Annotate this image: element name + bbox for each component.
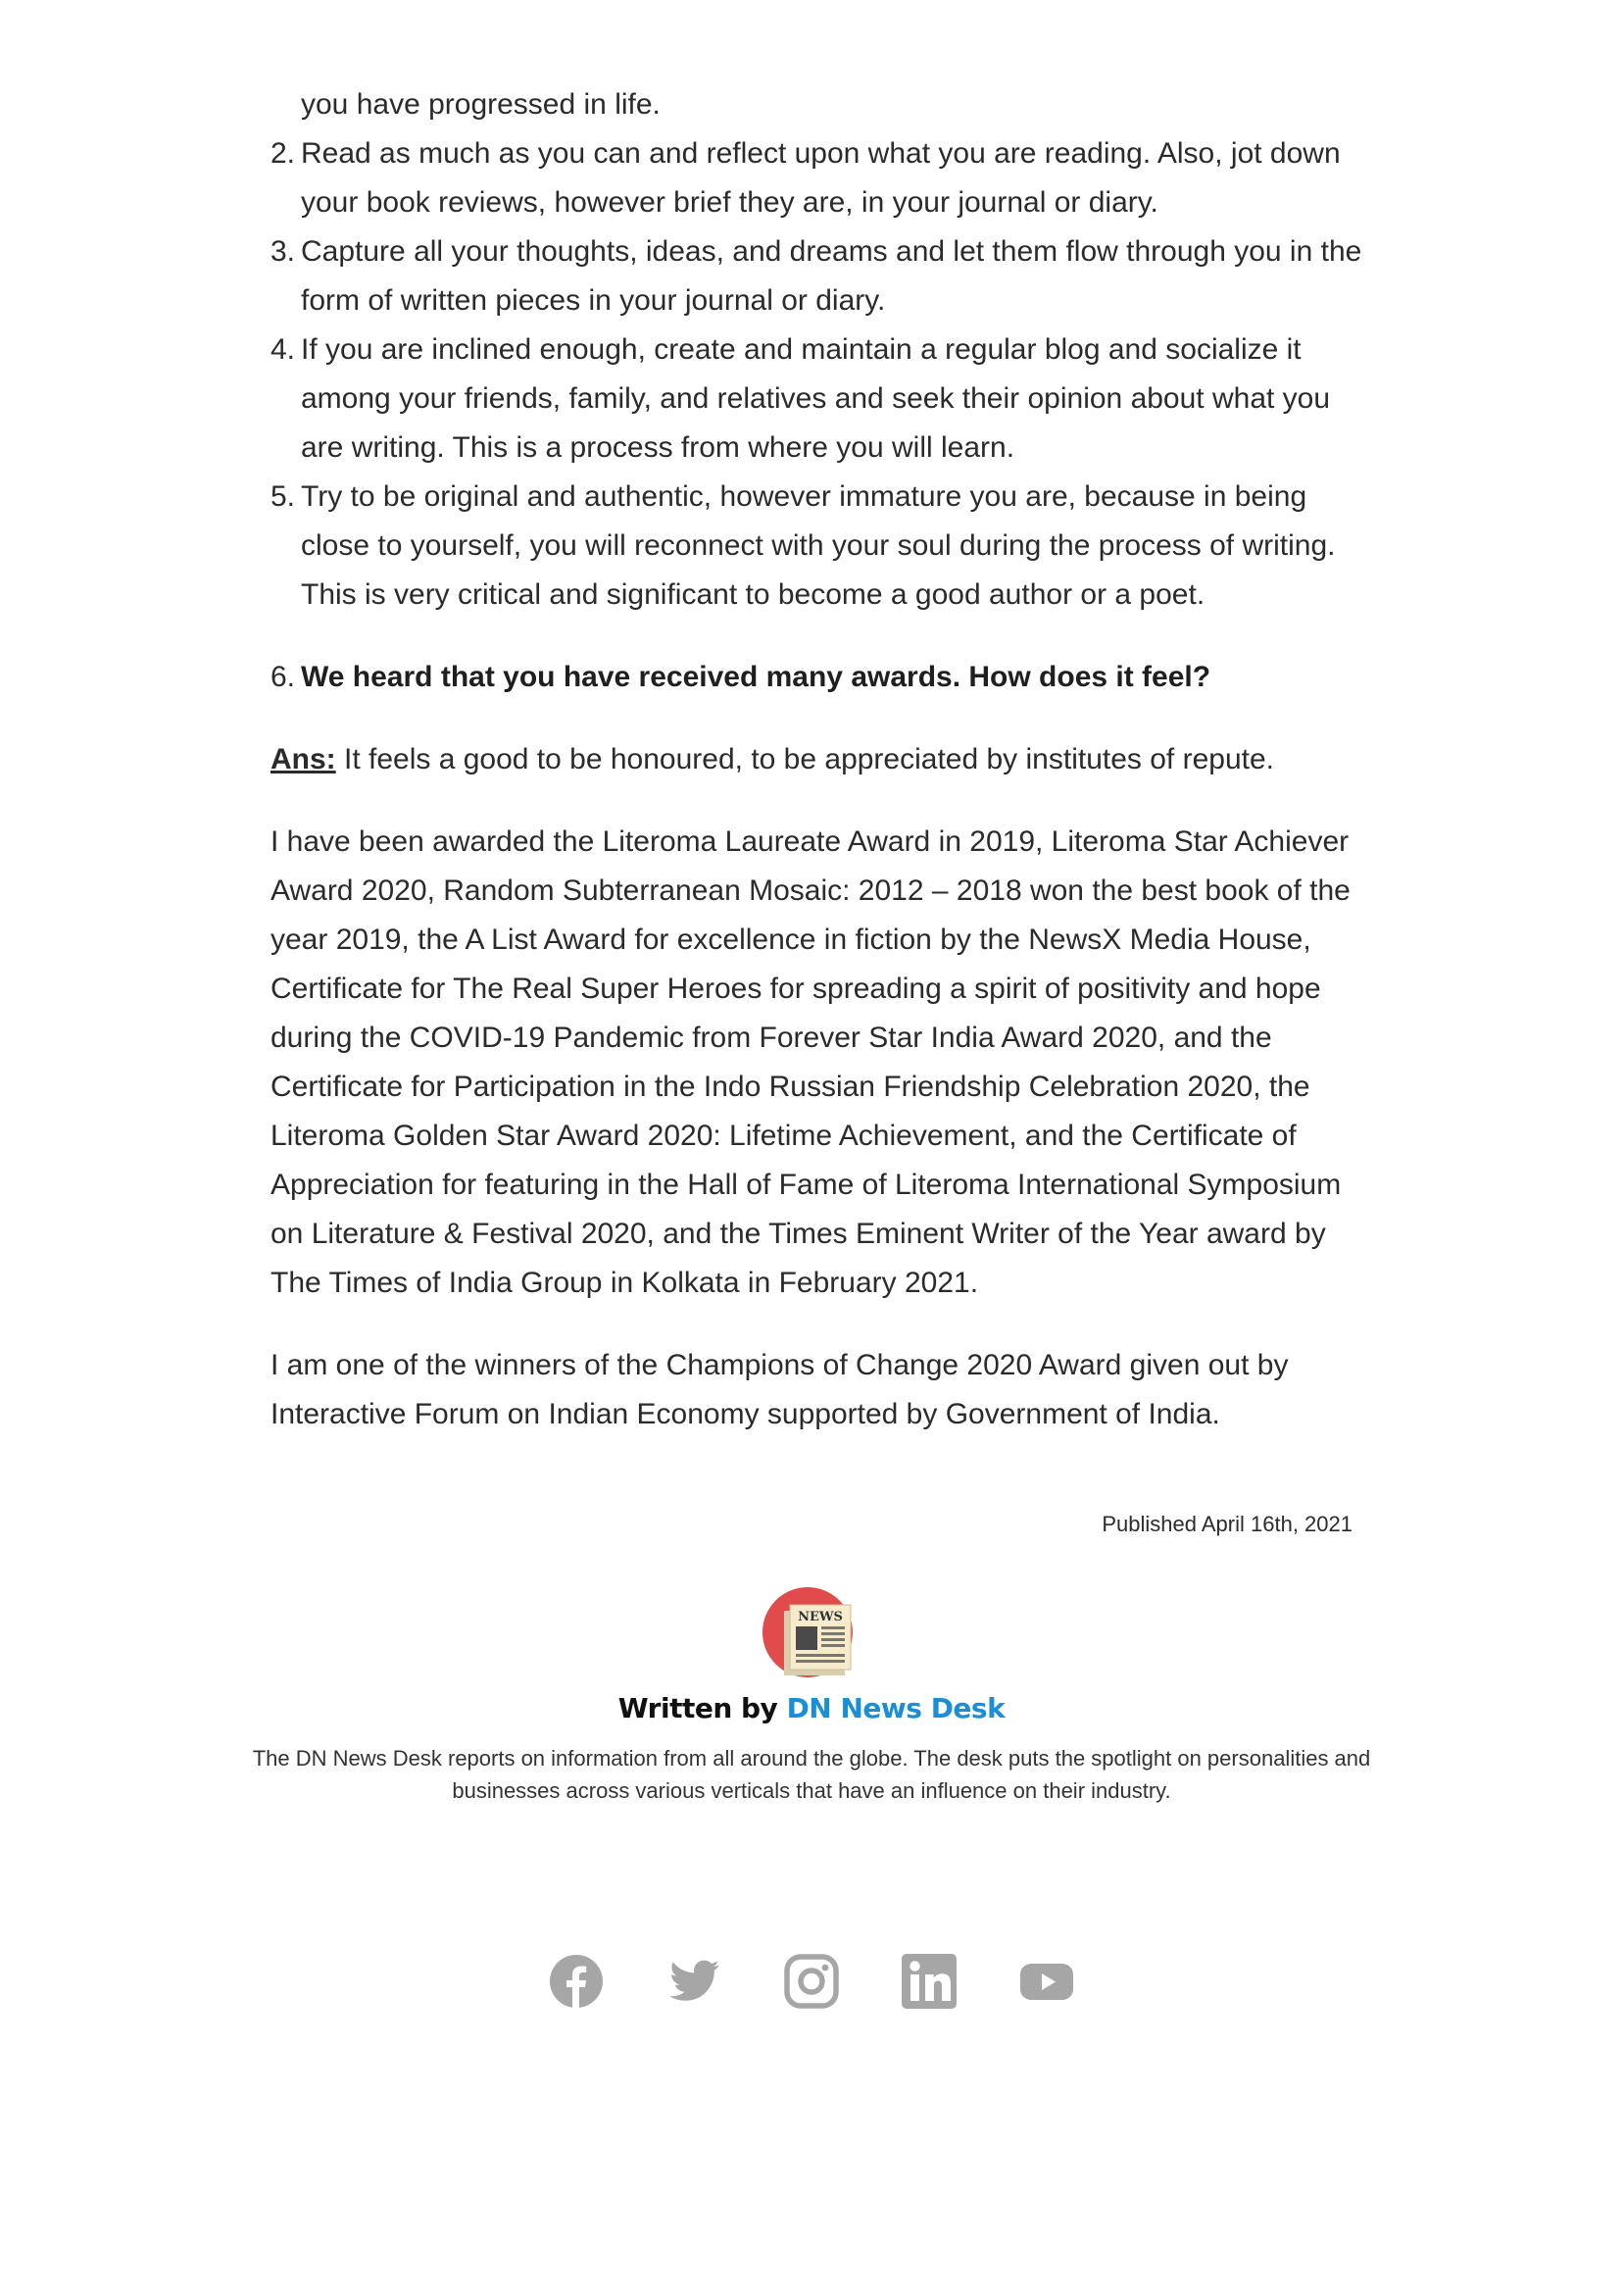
author-link[interactable]: DN News Desk bbox=[786, 1692, 1006, 1724]
interview-question bbox=[270, 653, 1378, 702]
question-number: 6. bbox=[270, 661, 296, 693]
answer bbox=[270, 735, 1378, 784]
list-item-text: Try to be original and authentic, however immature you are, because in being close to yourself, you will reconnect with your soul during the process of writing. This is very critical and significant to become a good author or a poet. bbox=[301, 480, 1336, 611]
list-item bbox=[270, 227, 1378, 325]
list-item-1-continuation: you have progressed in life. bbox=[301, 88, 661, 121]
published-date: Published April 16th, 2021 bbox=[1102, 1512, 1352, 1536]
newspaper-icon bbox=[761, 1583, 862, 1685]
list-number: 5. bbox=[270, 480, 296, 513]
article-body bbox=[270, 80, 1378, 1439]
list-number: 4. bbox=[270, 333, 296, 366]
list-item-text: If you are inclined enough, create and maintain a regular blog and socialize it among your friends, family, and relatives and seek their opinion about what you are writing. This is a process from where you will learn. bbox=[301, 333, 1331, 464]
twitter-icon[interactable] bbox=[666, 1954, 721, 2009]
answer-text: It feels a good to be honoured, to be appreciated by institutes of repute. bbox=[335, 743, 1274, 775]
linkedin-icon[interactable] bbox=[902, 1954, 957, 2009]
list-number: 2. bbox=[270, 137, 296, 170]
list-item bbox=[270, 473, 1378, 620]
instagram-icon[interactable] bbox=[784, 1954, 839, 2009]
list-item bbox=[270, 129, 1378, 227]
question-text: We heard that you have received many awards. How does it feel? bbox=[301, 661, 1211, 693]
youtube-icon[interactable] bbox=[1019, 1954, 1074, 2009]
answer-label: Ans: bbox=[270, 743, 336, 775]
list-item-text: Capture all your thoughts, ideas, and dreams and let them flow through you in the form of written pieces in your journal or diary. bbox=[301, 235, 1362, 317]
written-by-label: Written by bbox=[617, 1692, 787, 1724]
awards-paragraph: I have been awarded the Literoma Laureate Award in 2019, Literoma Star Achiever Award 2020, Random Subterranean Mosaic: 2012 – 2018 won the best book of the year 2019, the A List Award for excellence in fiction by the NewsX Media House, Certificate for The Real Super Heroes for spreading a spirit of positivity and hope during the COVID-19 Pandemic from Forever Star India Award 2020, and the Certificate for Participation in the Indo Russian Friendship Celebration 2020, the Literoma Golden Star Award 2020: Lifetime Achievement, and the Certificate of Appreciation for featuring in the Hall of Fame of Literoma International Symposium on Literature & Festival 2020, and the Times Eminent Writer of the Year award by The Times of India Group in Kolkata in February 2021. bbox=[270, 825, 1351, 1299]
list-item-text: Read as much as you can and reflect upon what you are reading. Also, jot down your book reviews, however brief they are, in your journal or diary. bbox=[301, 137, 1341, 219]
author-bio: The DN News Desk reports on information from all around the globe. The desk puts the spotlight on personalities and businesses across various verticals that have an influence on their industry. bbox=[252, 1746, 1371, 1803]
written-by bbox=[0, 1692, 1623, 1724]
facebook-icon[interactable] bbox=[549, 1954, 604, 2009]
newspaper-badge-text: NEWS bbox=[798, 1610, 843, 1624]
author-box bbox=[0, 1583, 1623, 1807]
champions-paragraph: I am one of the winners of the Champions of Change 2020 Award given out by Interactive Forum on Indian Economy supported by Government of India. bbox=[270, 1349, 1289, 1430]
tips-list bbox=[270, 129, 1378, 620]
list-number: 3. bbox=[270, 235, 296, 268]
list-item bbox=[270, 325, 1378, 473]
